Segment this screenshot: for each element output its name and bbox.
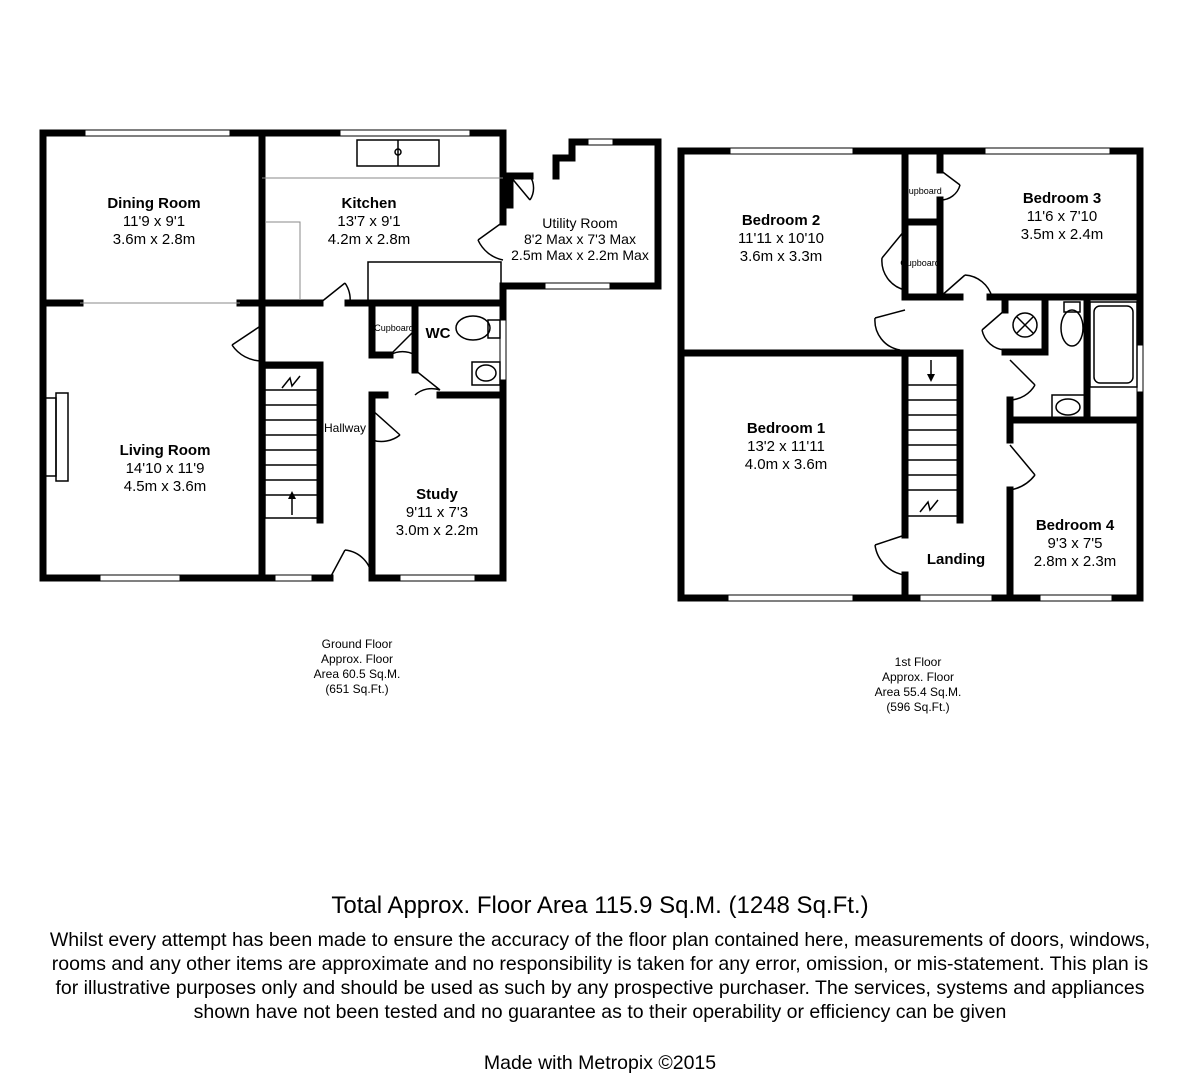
study-imperial: 9'11 x 7'3 [405, 504, 469, 521]
fireplace-icon [56, 393, 68, 481]
total-floor-area: Total Approx. Floor Area 115.9 Sq.M. (1248 Sq.Ft.) [331, 892, 869, 919]
first-floor-labels [738, 186, 1116, 714]
bedroom-3-name: Bedroom 3 [1022, 190, 1102, 207]
toilet-icon [1061, 310, 1083, 346]
ground-floor-area-line2: Approx. Floor [320, 652, 394, 666]
first-floor-area-line2: Approx. Floor [881, 670, 955, 684]
first-floor-fixtures [905, 302, 1137, 516]
living-room-name: Living Room [119, 442, 211, 459]
utility-room-metric: 2.5m Max x 2.2m Max [511, 247, 649, 263]
utility-room-imperial: 8'2 Max x 7'3 Max [524, 231, 636, 247]
ground-cupboard-name: Cupboard [374, 323, 414, 333]
disclaimer-text: Whilst every attempt has been made to ensure the accuracy of the floor plan contained here, measurements of doors, windows, rooms and any other items are approximate and no responsibility is taken for any error, omission, or mis-statement. This plan is for illustrative purposes only and should be used as such by any prospective purchaser. The services, systems and appliances shown have not been tested and no guarantee as to their operability or efficiency can be given [49, 929, 1151, 1023]
bedroom-2-metric: 3.6m x 3.3m [739, 248, 823, 265]
bath-icon [1090, 302, 1137, 387]
ground-floor-stairs [265, 368, 318, 518]
ground-floor-area-line1: Ground Floor [321, 637, 393, 651]
living-room-imperial: 14'10 x 11'9 [125, 460, 205, 477]
first-floor-stairs [905, 356, 958, 516]
ground-floor-labels [107, 195, 649, 696]
kitchen-metric: 4.2m x 2.8m [327, 231, 411, 248]
bedroom-4-imperial: 9'3 x 7'5 [1047, 535, 1103, 552]
bedroom-1-metric: 4.0m x 3.6m [744, 456, 828, 473]
bedroom-2-imperial: 11'11 x 10'10 [737, 230, 825, 247]
dining-room-metric: 3.6m x 2.8m [112, 231, 196, 248]
dining-room-name: Dining Room [107, 195, 201, 212]
wc-name: WC [425, 325, 451, 342]
landing-name: Landing [926, 551, 986, 568]
bedroom-4-name: Bedroom 4 [1035, 517, 1115, 534]
study-metric: 3.0m x 2.2m [395, 522, 479, 539]
hallway-name: Hallway [323, 421, 367, 435]
worktop [368, 262, 501, 302]
bedroom-2-name: Bedroom 2 [741, 212, 821, 229]
kitchen-imperial: 13'7 x 9'1 [337, 213, 401, 230]
living-room-metric: 4.5m x 3.6m [123, 478, 207, 495]
bedroom-1-name: Bedroom 1 [746, 420, 826, 437]
made-with-credit: Made with Metropix ©2015 [483, 1052, 717, 1074]
bedroom-4-metric: 2.8m x 2.3m [1033, 553, 1117, 570]
first-floor-area-line3: Area 55.4 Sq.M. [874, 685, 962, 699]
first-floor-plan [681, 148, 1143, 714]
dining-room-imperial: 11'9 x 9'1 [122, 213, 186, 230]
bedroom-3-metric: 3.5m x 2.4m [1020, 226, 1104, 243]
bedroom-1-imperial: 13'2 x 11'11 [747, 438, 825, 455]
bedroom-3-imperial: 11'6 x 7'10 [1026, 208, 1098, 225]
study-name: Study [416, 486, 458, 503]
kitchen-name: Kitchen [341, 195, 397, 212]
toilet-icon [456, 316, 490, 340]
ground-floor-plan [43, 130, 658, 696]
first-floor-area-line4: (596 Sq.Ft.) [886, 700, 950, 714]
ground-floor-area-line4: (651 Sq.Ft.) [325, 682, 389, 696]
ground-floor-area-line3: Area 60.5 Sq.M. [313, 667, 401, 681]
first-cupboard-a-name: Cupboard [902, 186, 942, 196]
first-floor-area-line1: 1st Floor [894, 655, 942, 669]
utility-room-name: Utility Room [542, 215, 618, 231]
first-cupboard-b-name: Cupboard [900, 258, 940, 268]
